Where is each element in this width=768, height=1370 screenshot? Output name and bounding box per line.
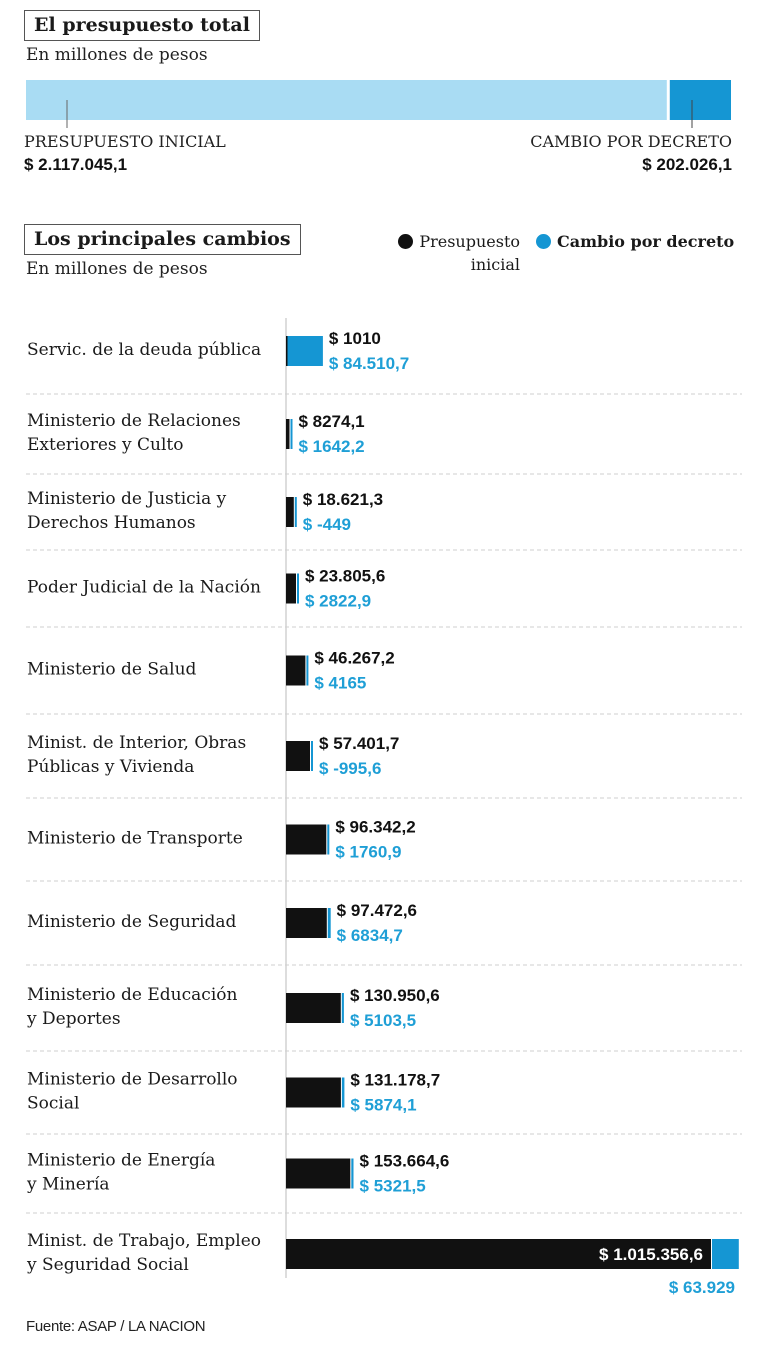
row-label-7-line-1: Ministerio de Transporte <box>27 828 243 849</box>
row-label-10-line-2: Social <box>27 1093 80 1114</box>
bar-decreto-9 <box>342 993 344 1023</box>
value-inicial-10: $ 131.178,7 <box>350 1070 441 1090</box>
value-decreto-1: $ 84.510,7 <box>328 354 410 373</box>
value-inicial-6: $ 57.401,7 <box>319 734 400 753</box>
value-decreto-4: $ 2822,9 <box>304 591 372 611</box>
bar-decreto-4 <box>297 574 299 604</box>
value-decreto-2: $ 1642,2 <box>298 437 365 456</box>
bar-inicial-11 <box>286 1159 350 1189</box>
total-decreto-value: $ 202.026,1 <box>642 155 732 174</box>
bar-decreto-6 <box>311 741 313 771</box>
value-inicial-2: $ 8274,1 <box>298 412 365 431</box>
bar-decreto-10 <box>342 1078 345 1108</box>
row-label-10-line-1: Ministerio de Desarrollo <box>27 1069 238 1090</box>
bar-inicial-10 <box>286 1078 341 1108</box>
value-decreto-9: $ 5103,5 <box>349 1011 417 1030</box>
value-decreto-11: $ 5321,5 <box>359 1176 426 1196</box>
chart1-subtitle: En millones de pesos <box>26 45 208 65</box>
value-inicial-3: $ 18.621,3 <box>302 490 384 509</box>
value-inicial-9: $ 130.950,6 <box>349 986 440 1005</box>
row-label-11-line-2: y Minería <box>27 1174 110 1195</box>
bar-inicial-1 <box>286 336 288 366</box>
row-label-8-line-1: Ministerio de Seguridad <box>27 912 237 932</box>
row-label-3-line-2: Derechos Humanos <box>27 513 196 533</box>
row-label-6-line-1: Minist. de Interior, Obras <box>27 733 247 753</box>
bar-decreto-2 <box>291 419 293 449</box>
row-label-9-line-2: y Deportes <box>27 1009 121 1029</box>
value-inicial-8: $ 97.472,6 <box>336 901 418 920</box>
bar-decreto-5 <box>306 656 308 686</box>
row-label-12-line-2: y Seguridad Social <box>27 1255 189 1275</box>
source-note: Fuente: ASAP / LA NACION <box>26 1318 206 1335</box>
row-label-3-line-1: Ministerio de Justicia y <box>27 489 227 509</box>
value-decreto-5: $ 4165 <box>314 673 367 693</box>
row-label-4-line-1: Poder Judicial de la Nación <box>27 577 261 598</box>
bar-inicial-6 <box>286 741 310 771</box>
bar-decreto-12 <box>712 1239 739 1269</box>
value-inicial-7: $ 96.342,2 <box>335 817 416 837</box>
bar-inicial-4 <box>286 574 296 604</box>
row-label-5-line-1: Ministerio de Salud <box>27 659 197 680</box>
bar-inicial-3 <box>286 497 294 527</box>
value-decreto-10: $ 5874,1 <box>350 1095 417 1115</box>
row-label-6-line-2: Públicas y Vivienda <box>27 757 195 777</box>
total-inicial-label: PRESUPUESTO INICIAL <box>24 132 226 151</box>
value-inicial-11: $ 153.664,6 <box>359 1151 450 1171</box>
bar-decreto-1 <box>288 336 323 366</box>
bar-decreto-7 <box>327 825 329 855</box>
chart2-title: Los principales cambios <box>24 224 301 255</box>
chart2-subtitle: En millones de pesos <box>26 259 208 279</box>
row-label-1-line-1: Servic. de la deuda pública <box>27 340 262 360</box>
bar-inicial-5 <box>286 656 305 686</box>
legend-decreto-text: Cambio por decreto <box>557 232 735 251</box>
bar-inicial-9 <box>286 993 341 1023</box>
bar-inicial-8 <box>286 908 327 938</box>
row-label-9-line-1: Ministerio de Educación <box>27 985 238 1005</box>
value-decreto-6: $ -995,6 <box>319 759 382 778</box>
value-decreto-8: $ 6834,7 <box>336 926 403 945</box>
value-inicial-1: $ 1010 <box>328 329 381 348</box>
row-label-2-line-1: Ministerio de Relaciones <box>27 411 241 431</box>
value-decreto-12: $ 63.929 <box>668 1278 735 1297</box>
row-label-12-line-1: Minist. de Trabajo, Empleo <box>27 1231 262 1251</box>
chart1-title: El presupuesto total <box>24 10 260 41</box>
total-inicial-value: $ 2.117.045,1 <box>24 155 128 174</box>
value-inicial-5: $ 46.267,2 <box>314 648 395 668</box>
total-decreto-label: CAMBIO POR DECRETO <box>530 132 732 151</box>
legend-inicial-text-2: inicial <box>470 255 520 274</box>
bar-inicial-2 <box>286 419 290 449</box>
value-decreto-7: $ 1760,9 <box>335 842 402 862</box>
row-label-11-line-1: Ministerio de Energía <box>27 1150 216 1171</box>
row-label-2-line-2: Exteriores y Culto <box>27 435 184 455</box>
legend-inicial-text-1: Presupuesto <box>419 232 520 251</box>
value-decreto-3: $ -449 <box>302 515 351 534</box>
bar-decreto-3 <box>295 497 297 527</box>
bar-decreto-8 <box>328 908 331 938</box>
bar-inicial-7 <box>286 825 326 855</box>
value-inicial-12: $ 1.015.356,6 <box>599 1245 703 1264</box>
bar-decreto-11 <box>351 1159 353 1189</box>
value-inicial-4: $ 23.805,6 <box>304 566 386 586</box>
